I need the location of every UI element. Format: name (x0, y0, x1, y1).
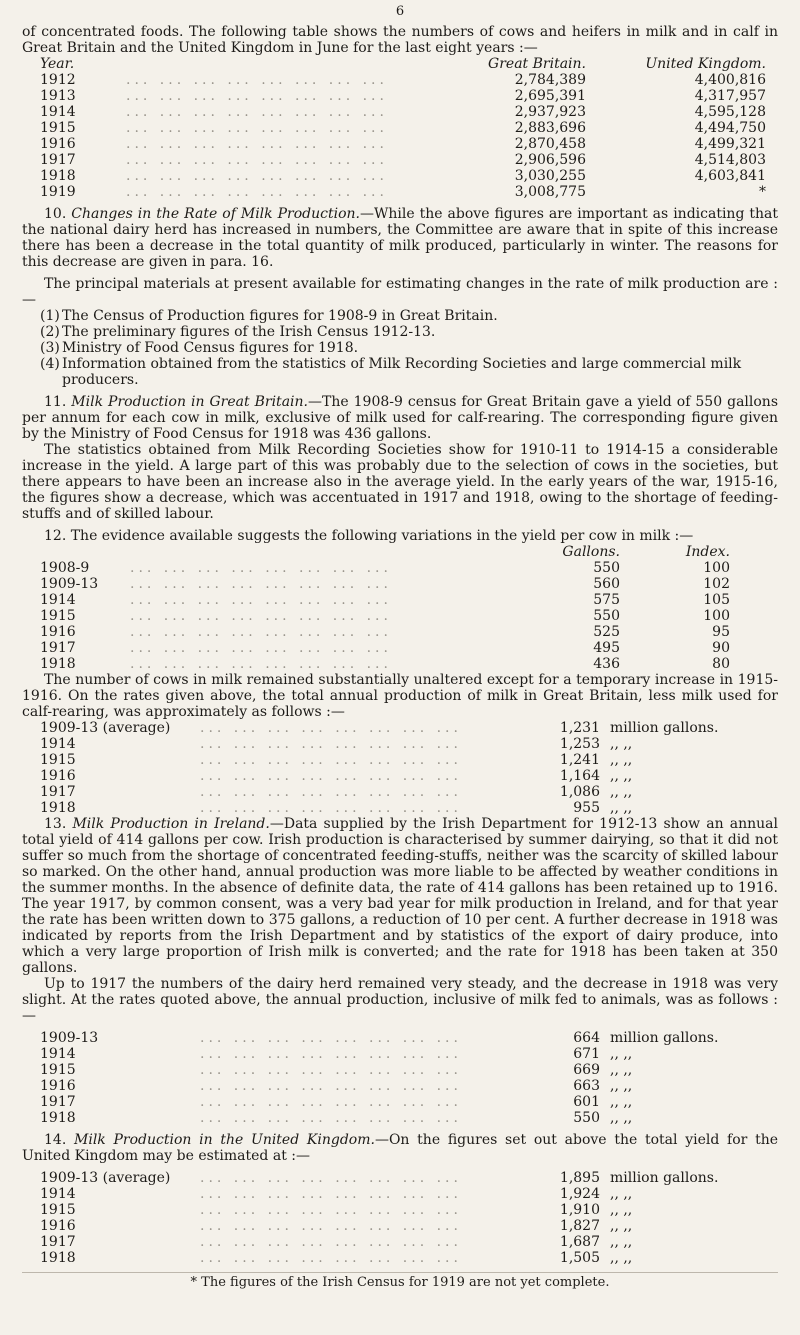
year-cell: 1915 (40, 752, 76, 768)
value-cell: 664 (573, 1030, 600, 1046)
table-row (22, 184, 778, 200)
unit-cell: ,, ,, (610, 1062, 633, 1078)
table-row (22, 736, 778, 752)
dot-leader: ... ... ... ... ... ... ... ... (200, 768, 462, 784)
index-cell: 100 (703, 560, 730, 576)
unit-cell: million gallons. (610, 720, 719, 736)
uk-production-table (22, 1170, 778, 1266)
value-cell: 1,231 (559, 720, 600, 736)
section-12-paragraph-2: The number of cows in milk remained substantially unaltered except for a temporary increase in 1915-1916. On the rates given above, the total annual production of milk in Great Britain, less milk used for calf-rearing, was approximately as follows :— (22, 672, 778, 720)
dot-leader: ... ... ... ... ... ... ... ... (126, 120, 388, 136)
unit-cell: million gallons. (610, 1030, 719, 1046)
section-13 (22, 816, 778, 976)
cows-table (22, 56, 778, 200)
unit-cell: ,, ,, (610, 1186, 633, 1202)
table-row (22, 656, 778, 672)
value-cell: 1,910 (559, 1202, 600, 1218)
uk-cell: 4,499,321 (694, 136, 766, 152)
gb-cell: 2,883,696 (514, 120, 586, 136)
table-row (22, 72, 778, 88)
year-cell: 1915 (40, 1062, 76, 1078)
index-cell: 90 (712, 640, 730, 656)
gb-cell: 2,784,389 (514, 72, 586, 88)
index-cell: 80 (712, 656, 730, 672)
dot-leader: ... ... ... ... ... ... ... ... (200, 1046, 462, 1062)
list-item-number: (1) (40, 308, 60, 324)
ireland-production-table (22, 1030, 778, 1126)
gallons-cell: 550 (593, 560, 620, 576)
dot-leader: ... ... ... ... ... ... ... ... (130, 656, 392, 672)
year-cell: 1909-13 (average) (40, 1170, 171, 1186)
table-row (22, 152, 778, 168)
section-13-paragraph-2: Up to 1917 the numbers of the dairy herd remained very steady, and the decrease in 1918 was very slight. At the rates quoted above, the annual production, inclusive of milk fed to animals, was as follows :— (22, 976, 778, 1024)
unit-cell: ,, ,, (610, 784, 633, 800)
table-row (22, 1234, 778, 1250)
table-row (22, 1078, 778, 1094)
value-cell: 1,164 (559, 768, 600, 784)
section-14 (22, 1132, 778, 1164)
year-cell: 1918 (40, 800, 76, 816)
materials-intro: The principal materials at present available for estimating changes in the rate of milk production are :— (22, 276, 778, 308)
section-10 (22, 206, 778, 270)
list-item (40, 356, 778, 388)
year-cell: 1916 (40, 624, 76, 640)
col-gb-header: Great Britain. (488, 56, 586, 72)
gb-cell: 2,906,596 (514, 152, 586, 168)
unit-cell: ,, ,, (610, 1234, 633, 1250)
yield-table-header (22, 544, 778, 560)
dot-leader: ... ... ... ... ... ... ... ... (200, 800, 462, 816)
section-13-body: —Data supplied by the Irish Department for 1912-13 show an annual total yield of 414 gallons per cow. Irish production is characterised by summer dairying, so that it did not suffer so much from the shortage of concentrated feeding-stuffs, neither was the scarcity of skilled labour so marked. On the other hand, annual production was more liable to be affected by weather conditions in the summer months. In the absence of definite data, the rate of 414 gallons has been retained up to 1916. The year 1917, by common consent, was a very bad year for milk production in Ireland, and for that year the rate has been written down to 375 gallons, a reduction of 10 per cent. A further decrease in 1918 was indicated by reports from the Irish Department and by statistics of the export of dairy produce, into which a very large proportion of Irish milk is converted; and the rate for 1918 has been taken at 350 gallons. (22, 816, 779, 976)
list-item (40, 308, 778, 324)
table-row (22, 1110, 778, 1126)
year-cell: 1914 (40, 736, 76, 752)
table-row (22, 1250, 778, 1266)
year-cell: 1917 (40, 1234, 76, 1250)
section-11-body: —The 1908-9 census for Great Britain gave a yield of 550 gallons per annum for each cow in milk, exclusive of milk used for calf-rearing. The corresponding figure given by the Ministry of Food Census for 1918 was 436 gallons. (22, 394, 778, 442)
table-row (22, 1202, 778, 1218)
table-row (22, 640, 778, 656)
unit-cell: ,, ,, (610, 1094, 633, 1110)
yield-table (22, 544, 778, 672)
value-cell: 1,253 (559, 736, 600, 752)
dot-leader: ... ... ... ... ... ... ... ... (130, 624, 392, 640)
list-item (40, 340, 778, 356)
dot-leader: ... ... ... ... ... ... ... ... (200, 1110, 462, 1126)
value-cell: 1,827 (559, 1218, 600, 1234)
dot-leader: ... ... ... ... ... ... ... ... (126, 104, 388, 120)
value-cell: 1,241 (559, 752, 600, 768)
dot-leader: ... ... ... ... ... ... ... ... (200, 1094, 462, 1110)
uk-cell: 4,317,957 (694, 88, 766, 104)
dot-leader: ... ... ... ... ... ... ... ... (126, 184, 388, 200)
unit-cell: ,, ,, (610, 1250, 633, 1266)
section-12 (22, 528, 778, 544)
unit-cell: ,, ,, (610, 752, 633, 768)
dot-leader: ... ... ... ... ... ... ... ... (200, 784, 462, 800)
uk-cell: * (759, 184, 766, 200)
list-item-text: Ministry of Food Census figures for 1918. (62, 340, 359, 356)
unit-cell: ,, ,, (610, 800, 633, 816)
table-row (22, 88, 778, 104)
gb-cell: 2,695,391 (514, 88, 586, 104)
value-cell: 1,505 (559, 1250, 600, 1266)
table-row (22, 1170, 778, 1186)
unit-cell: ,, ,, (610, 1218, 633, 1234)
gb-cell: 3,008,775 (514, 184, 586, 200)
year-cell: 1909-13 (40, 576, 99, 592)
value-cell: 1,895 (559, 1170, 600, 1186)
value-cell: 955 (573, 800, 600, 816)
unit-cell: million gallons. (610, 1170, 719, 1186)
unit-cell: ,, ,, (610, 736, 633, 752)
table-row (22, 768, 778, 784)
dot-leader: ... ... ... ... ... ... ... ... (200, 1062, 462, 1078)
section-10-title: Changes in the Rate of Milk Production. (71, 206, 360, 222)
index-cell: 100 (703, 608, 730, 624)
page-number: 6 (395, 4, 405, 19)
list-item-text: The Census of Production figures for 1908-9 in Great Britain. (62, 308, 498, 324)
section-14-number: 14. (44, 1132, 67, 1148)
value-cell: 1,086 (559, 784, 600, 800)
list-item-number: (3) (40, 340, 60, 356)
col-index-header: Index. (685, 544, 730, 560)
dot-leader: ... ... ... ... ... ... ... ... (130, 560, 392, 576)
year-cell: 1909-13 (40, 1030, 99, 1046)
year-cell: 1918 (40, 1250, 76, 1266)
table-row (22, 800, 778, 816)
section-11-paragraph-2: The statistics obtained from Milk Recording Societies show for 1910-11 to 1914-15 a considerable increase in the yield. A large part of this was probably due to the selection of cows in the societies, but there appears to have been an increase also in the average yield. In the early years of the war, 1915-16, the figures show a decrease, which was accentuated in 1917 and 1918, owing to the shortage of feeding-stuffs and of skilled labour. (22, 442, 778, 522)
dot-leader: ... ... ... ... ... ... ... ... (200, 1202, 462, 1218)
dot-leader: ... ... ... ... ... ... ... ... (130, 576, 392, 592)
table-row (22, 576, 778, 592)
value-cell: 1,924 (559, 1186, 600, 1202)
uk-cell: 4,400,816 (694, 72, 766, 88)
section-11-number: 11. (44, 394, 67, 410)
table-row (22, 592, 778, 608)
dot-leader: ... ... ... ... ... ... ... ... (200, 752, 462, 768)
year-cell: 1919 (40, 184, 76, 200)
dot-leader: ... ... ... ... ... ... ... ... (130, 608, 392, 624)
value-cell: 1,687 (559, 1234, 600, 1250)
section-10-body: —While the above figures are important as indicating that the national dairy herd has increased in numbers, the Committee are aware that in spite of this increase there has been a decrease in the total quantity of milk produced, particularly in winter. The reasons for this decrease are given in para. 16. (22, 206, 779, 270)
year-cell: 1914 (40, 1046, 76, 1062)
value-cell: 663 (573, 1078, 600, 1094)
year-cell: 1914 (40, 592, 76, 608)
dot-leader: ... ... ... ... ... ... ... ... (200, 1186, 462, 1202)
year-cell: 1916 (40, 1218, 76, 1234)
unit-cell: ,, ,, (610, 1078, 633, 1094)
list-item (40, 324, 778, 340)
gallons-cell: 560 (593, 576, 620, 592)
year-cell: 1917 (40, 640, 76, 656)
dot-leader: ... ... ... ... ... ... ... ... (200, 736, 462, 752)
year-cell: 1917 (40, 152, 76, 168)
section-13-number: 13. (44, 816, 67, 832)
table-row (22, 560, 778, 576)
col-gallons-header: Gallons. (562, 544, 620, 560)
uk-cell: 4,603,841 (694, 168, 766, 184)
gb-cell: 2,937,923 (514, 104, 586, 120)
unit-cell: ,, ,, (610, 768, 633, 784)
value-cell: 669 (573, 1062, 600, 1078)
table-row (22, 120, 778, 136)
dot-leader: ... ... ... ... ... ... ... ... (200, 1078, 462, 1094)
value-cell: 671 (573, 1046, 600, 1062)
section-12-body: The evidence available suggests the following variations in the yield per cow in milk :— (70, 528, 694, 544)
year-cell: 1909-13 (average) (40, 720, 171, 736)
gb-production-table (22, 720, 778, 816)
table-row (22, 1094, 778, 1110)
materials-list (40, 308, 778, 388)
gb-cell: 2,870,458 (514, 136, 586, 152)
year-cell: 1912 (40, 72, 76, 88)
year-cell: 1915 (40, 120, 76, 136)
dot-leader: ... ... ... ... ... ... ... ... (200, 720, 462, 736)
value-cell: 601 (573, 1094, 600, 1110)
dot-leader: ... ... ... ... ... ... ... ... (126, 88, 388, 104)
year-cell: 1918 (40, 1110, 76, 1126)
year-cell: 1914 (40, 104, 76, 120)
table-row (22, 1046, 778, 1062)
dot-leader: ... ... ... ... ... ... ... ... (200, 1234, 462, 1250)
table-row (22, 168, 778, 184)
section-14-title: Milk Production in the United Kingdom. (74, 1132, 375, 1148)
year-cell: 1918 (40, 656, 76, 672)
year-cell: 1913 (40, 88, 76, 104)
table-row (22, 1218, 778, 1234)
dot-leader: ... ... ... ... ... ... ... ... (126, 72, 388, 88)
list-item-number: (2) (40, 324, 60, 340)
list-item-text: The preliminary figures of the Irish Census 1912-13. (62, 324, 436, 340)
index-cell: 95 (712, 624, 730, 640)
gallons-cell: 525 (593, 624, 620, 640)
year-cell: 1914 (40, 1186, 76, 1202)
year-cell: 1915 (40, 608, 76, 624)
section-12-number: 12. (44, 528, 67, 544)
dot-leader: ... ... ... ... ... ... ... ... (200, 1218, 462, 1234)
index-cell: 102 (703, 576, 730, 592)
uk-cell: 4,494,750 (694, 120, 766, 136)
gb-cell: 3,030,255 (514, 168, 586, 184)
gallons-cell: 550 (593, 608, 620, 624)
year-cell: 1916 (40, 768, 76, 784)
table-row (22, 1186, 778, 1202)
col-year-header: Year. (40, 56, 75, 72)
year-cell: 1918 (40, 168, 76, 184)
section-10-number: 10. (44, 206, 67, 222)
table-row (22, 1030, 778, 1046)
year-cell: 1908-9 (40, 560, 90, 576)
table-row (22, 136, 778, 152)
unit-cell: ,, ,, (610, 1046, 633, 1062)
section-11 (22, 394, 778, 442)
unit-cell: ,, ,, (610, 1110, 633, 1126)
dot-leader: ... ... ... ... ... ... ... ... (200, 1030, 462, 1046)
dot-leader: ... ... ... ... ... ... ... ... (126, 136, 388, 152)
section-13-title: Milk Production in Ireland. (72, 816, 270, 832)
uk-cell: 4,514,803 (694, 152, 766, 168)
dot-leader: ... ... ... ... ... ... ... ... (130, 640, 392, 656)
table-row (22, 104, 778, 120)
uk-cell: 4,595,128 (694, 104, 766, 120)
table-row (22, 720, 778, 736)
gallons-cell: 495 (593, 640, 620, 656)
table-row (22, 752, 778, 768)
unit-cell: ,, ,, (610, 1202, 633, 1218)
intro-paragraph: of concentrated foods. The following table shows the numbers of cows and heifers in milk and in calf in Great Britain and the United Kingdom in June for the last eight years :— (22, 24, 778, 56)
dot-leader: ... ... ... ... ... ... ... ... (200, 1250, 462, 1266)
dot-leader: ... ... ... ... ... ... ... ... (126, 168, 388, 184)
gallons-cell: 436 (593, 656, 620, 672)
year-cell: 1915 (40, 1202, 76, 1218)
list-item-text: Information obtained from the statistics of Milk Recording Societies and large commercial milk producers. (62, 356, 742, 388)
value-cell: 550 (573, 1110, 600, 1126)
list-item-number: (4) (40, 356, 60, 372)
index-cell: 105 (703, 592, 730, 608)
footnote: * The figures of the Irish Census for 1919 are not yet complete. (22, 1272, 778, 1291)
year-cell: 1917 (40, 1094, 76, 1110)
section-11-title: Milk Production in Great Britain. (71, 394, 308, 410)
table-row (22, 624, 778, 640)
table-row (22, 608, 778, 624)
gallons-cell: 575 (593, 592, 620, 608)
table-row (22, 1062, 778, 1078)
cows-table-header (22, 56, 778, 72)
year-cell: 1917 (40, 784, 76, 800)
dot-leader: ... ... ... ... ... ... ... ... (126, 152, 388, 168)
year-cell: 1916 (40, 136, 76, 152)
dot-leader: ... ... ... ... ... ... ... ... (200, 1170, 462, 1186)
table-row (22, 784, 778, 800)
section-14-body: —On the figures set out above the total yield for the United Kingdom may be estimated at :— (22, 1132, 779, 1164)
col-uk-header: United Kingdom. (645, 56, 766, 72)
year-cell: 1916 (40, 1078, 76, 1094)
dot-leader: ... ... ... ... ... ... ... ... (130, 592, 392, 608)
